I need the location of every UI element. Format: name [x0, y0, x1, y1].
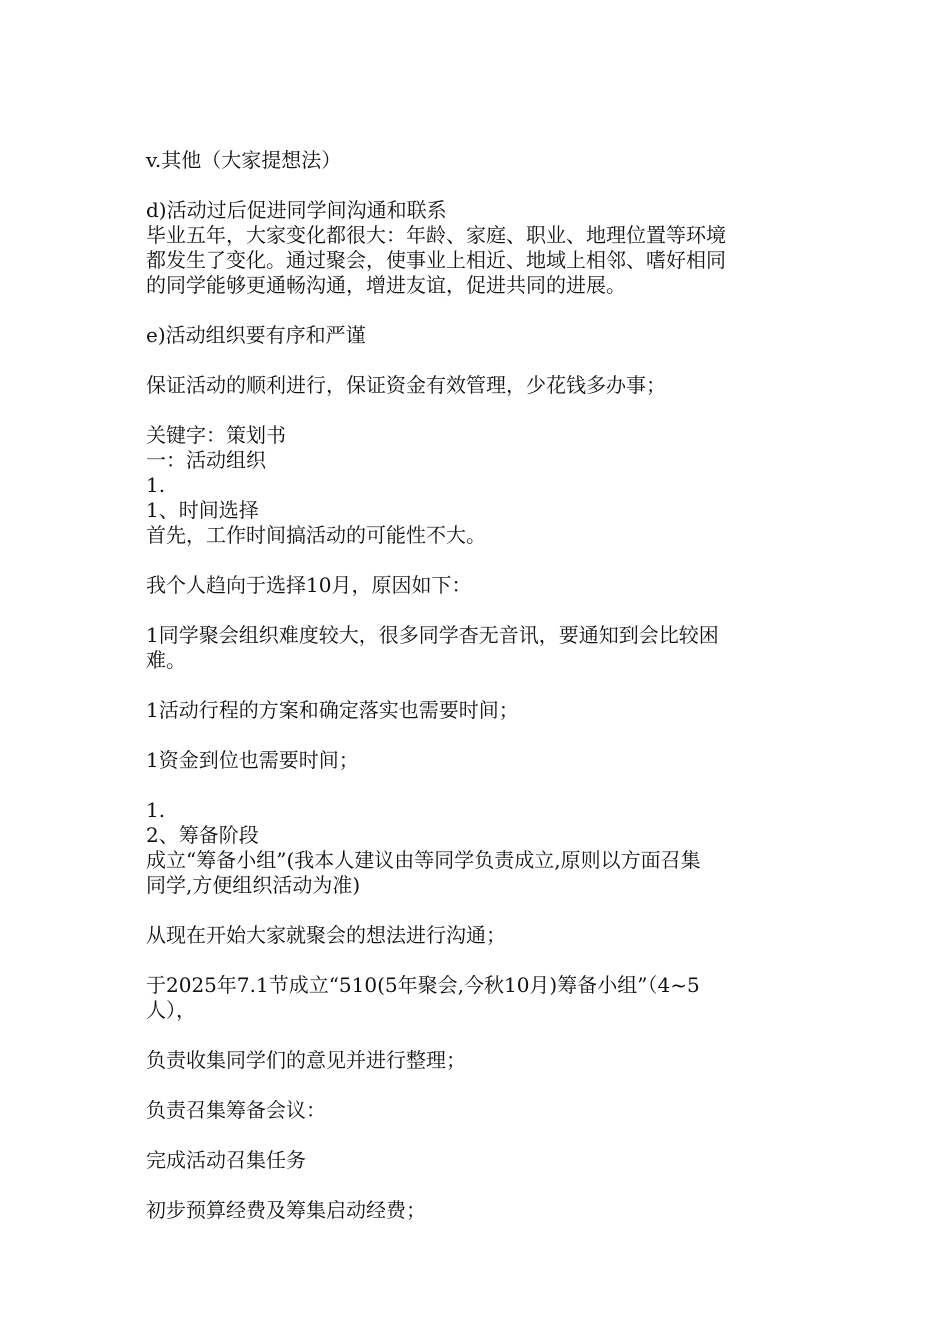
- text-line: 保证活动的顺利进行，保证资金有效管理，少花钱多办事；: [146, 373, 666, 397]
- text-line: 1同学聚会组织难度较大，很多同学杳无音讯，要通知到会比较困: [146, 623, 719, 647]
- blank-line: [146, 773, 806, 798]
- blank-line: [146, 673, 806, 698]
- text-line: 人），: [146, 998, 196, 1022]
- text-line: 同学,方便组织活动为准): [146, 873, 361, 897]
- blank-line: [146, 173, 806, 198]
- text-line: 负责收集同学们的意见并进行整理；: [146, 1048, 466, 1072]
- text-line: 都发生了变化。通过聚会，使事业上相近、地域上相邻、嗜好相同: [146, 248, 726, 272]
- text-line: 难。: [146, 648, 186, 672]
- text-line: 一：活动组织: [146, 448, 266, 472]
- blank-line: [146, 1073, 806, 1098]
- text-line: 初步预算经费及筹集启动经费；: [146, 1198, 426, 1222]
- blank-line: [146, 598, 806, 623]
- text-line: 1.: [146, 473, 166, 497]
- text-line: 从现在开始大家就聚会的想法进行沟通；: [146, 923, 506, 947]
- blank-line: [146, 1173, 806, 1198]
- text-line: 的同学能够更通畅沟通，增进友谊，促进共同的进展。: [146, 273, 626, 297]
- text-line: 成立“筹备小组”(我本人建议由等同学负责成立,原则以方面召集: [146, 848, 701, 872]
- blank-line: [146, 548, 806, 573]
- blank-line: [146, 348, 806, 373]
- text-line: v.其他（大家提想法）: [146, 148, 342, 172]
- text-line: 毕业五年，大家变化都很大：年龄、家庭、职业、地理位置等环境: [146, 223, 726, 247]
- text-line: 1资金到位也需要时间；: [146, 748, 359, 772]
- text-line: d)活动过后促进同学间沟通和联系: [146, 198, 447, 222]
- text-line: 首先，工作时间搞活动的可能性不大。: [146, 523, 486, 547]
- blank-line: [146, 398, 806, 423]
- blank-line: [146, 1023, 806, 1048]
- blank-line: [146, 898, 806, 923]
- document-body: [146, 148, 806, 1223]
- text-line: 负责召集筹备会议：: [146, 1098, 326, 1122]
- blank-line: [146, 298, 806, 323]
- blank-line: [146, 723, 806, 748]
- text-line: 1.: [146, 798, 166, 822]
- text-line: 完成活动召集任务: [146, 1148, 306, 1172]
- text-line: 我个人趋向于选择10月，原因如下：: [146, 573, 472, 597]
- text-line: 关键字：策划书: [146, 423, 286, 447]
- blank-line: [146, 1123, 806, 1148]
- text-line: 2、筹备阶段: [146, 823, 259, 847]
- blank-line: [146, 948, 806, 973]
- text-line: 于2025年7.1节成立“510(5年聚会,今秋10月)筹备小组”（4~5: [146, 973, 700, 997]
- text-line: 1、时间选择: [146, 498, 259, 522]
- text-line: 1活动行程的方案和确定落实也需要时间；: [146, 698, 519, 722]
- text-line: e)活动组织要有序和严谨: [146, 323, 366, 347]
